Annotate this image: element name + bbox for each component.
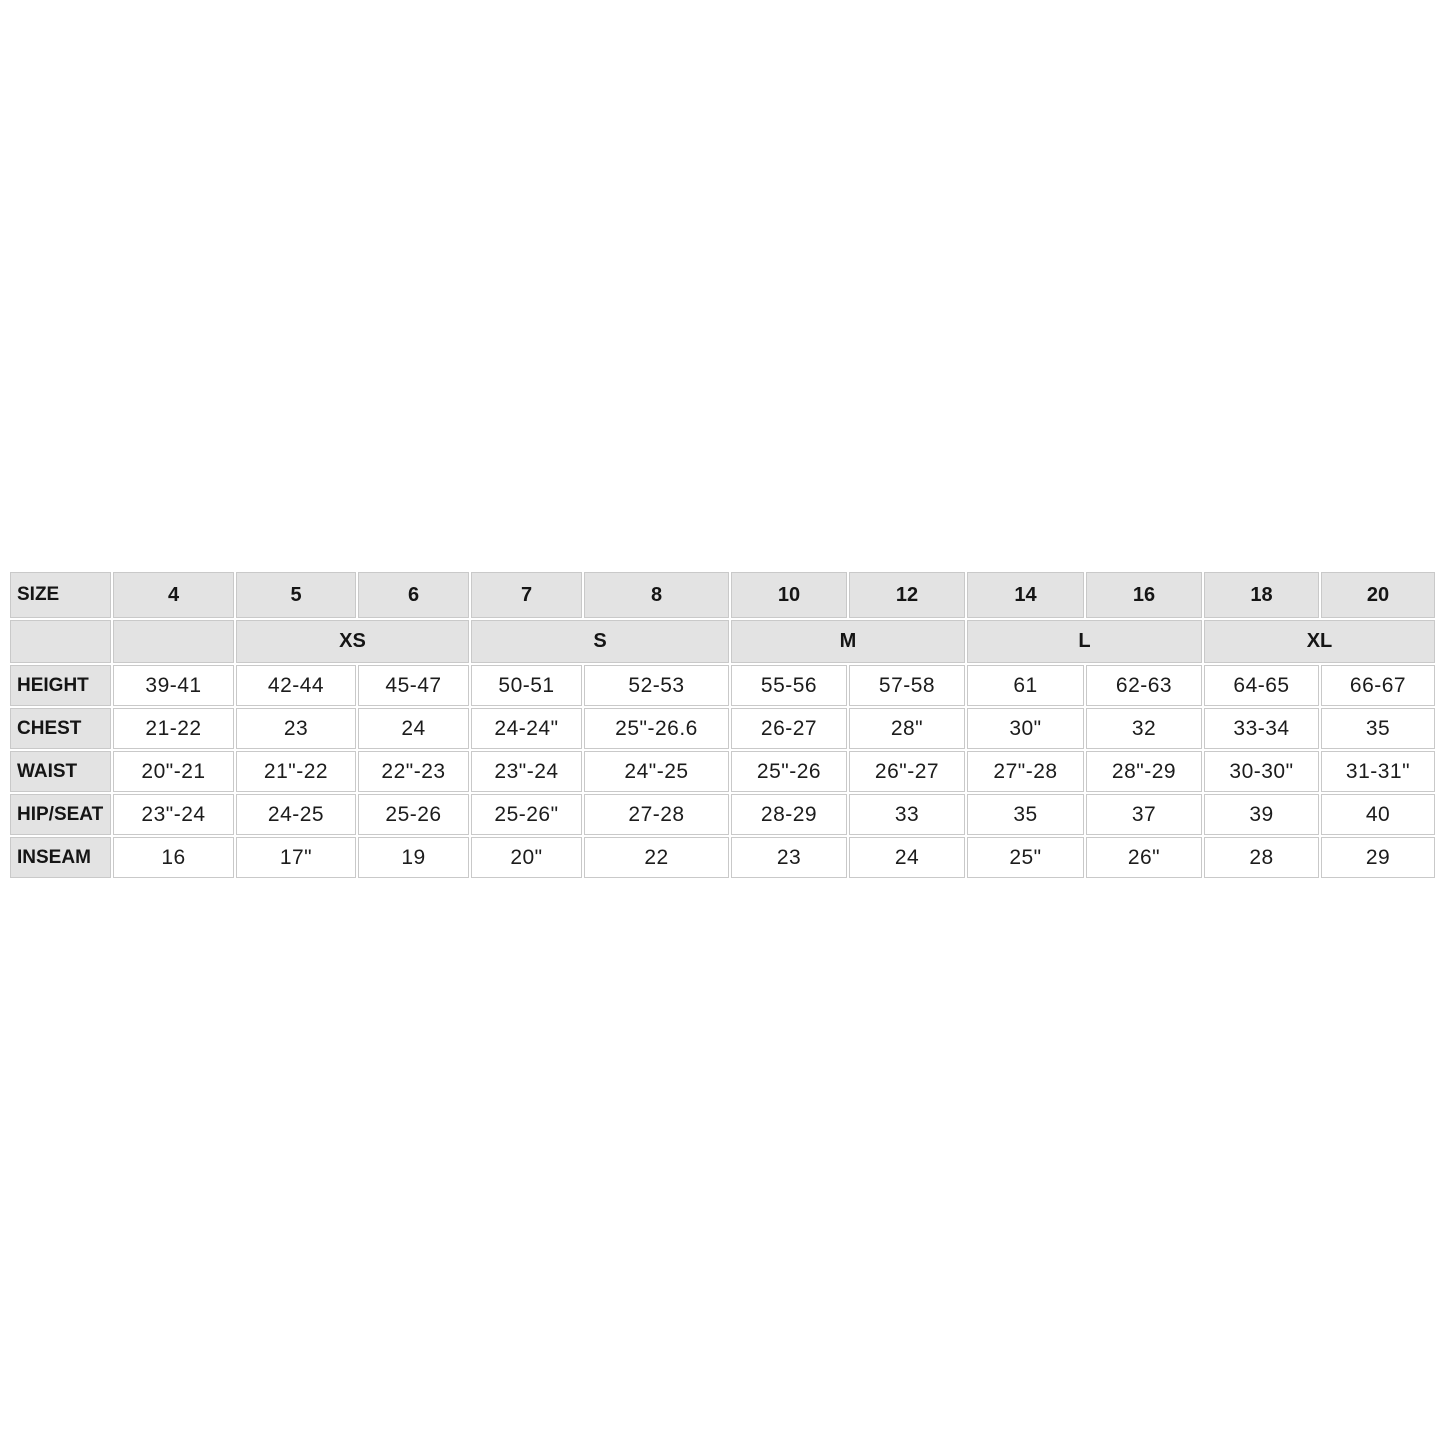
chest-size7-cell: 24-24" [471, 708, 582, 749]
waist-size7-cell: 23"-24 [471, 751, 582, 792]
chest-size10-cell: 26-27 [731, 708, 847, 749]
size-col-header-12: 12 [849, 572, 965, 618]
height-size14-cell: 61 [967, 665, 1084, 706]
hip-size8-cell: 27-28 [584, 794, 729, 835]
inseam-size10-cell: 23 [731, 837, 847, 878]
hip-size12-cell: 33 [849, 794, 965, 835]
chest-size12-cell: 28" [849, 708, 965, 749]
height-size18-cell: 64-65 [1204, 665, 1319, 706]
size-col-header-18: 18 [1204, 572, 1319, 618]
table-row-chest [10, 708, 1435, 749]
height-size20-cell: 66-67 [1321, 665, 1435, 706]
inseam-size18-cell: 28 [1204, 837, 1319, 878]
chest-size20-cell: 35 [1321, 708, 1435, 749]
inseam-size12-cell: 24 [849, 837, 965, 878]
height-size6-cell: 45-47 [358, 665, 469, 706]
height-size7-cell: 50-51 [471, 665, 582, 706]
hip-size20-cell: 40 [1321, 794, 1435, 835]
inseam-size20-cell: 29 [1321, 837, 1435, 878]
row-label-hip-seat: HIP/SEAT [10, 794, 111, 835]
height-size10-cell: 55-56 [731, 665, 847, 706]
inseam-size14-cell: 25" [967, 837, 1084, 878]
size-group-xs: XS [236, 620, 469, 663]
row-label-chest: CHEST [10, 708, 111, 749]
row-label-waist: WAIST [10, 751, 111, 792]
inseam-size16-cell: 26" [1086, 837, 1202, 878]
size-chart-table [8, 570, 1437, 880]
height-size16-cell: 62-63 [1086, 665, 1202, 706]
chest-size5-cell: 23 [236, 708, 356, 749]
group-row-empty-cell-size4 [113, 620, 234, 663]
waist-size14-cell: 27"-28 [967, 751, 1084, 792]
group-row-empty-label-cell [10, 620, 111, 663]
size-group-l: L [967, 620, 1202, 663]
hip-size14-cell: 35 [967, 794, 1084, 835]
hip-size10-cell: 28-29 [731, 794, 847, 835]
size-chart-container [8, 570, 1438, 880]
table-row-height [10, 665, 1435, 706]
size-group-row [10, 620, 1435, 663]
size-col-header-4: 4 [113, 572, 234, 618]
waist-size20-cell: 31-31" [1321, 751, 1435, 792]
waist-size18-cell: 30-30" [1204, 751, 1319, 792]
hip-size18-cell: 39 [1204, 794, 1319, 835]
size-group-s: S [471, 620, 729, 663]
chest-size18-cell: 33-34 [1204, 708, 1319, 749]
size-col-header-20: 20 [1321, 572, 1435, 618]
inseam-size7-cell: 20" [471, 837, 582, 878]
size-group-m: M [731, 620, 965, 663]
size-col-header-10: 10 [731, 572, 847, 618]
chest-size6-cell: 24 [358, 708, 469, 749]
height-size5-cell: 42-44 [236, 665, 356, 706]
hip-size7-cell: 25-26" [471, 794, 582, 835]
size-col-header-14: 14 [967, 572, 1084, 618]
waist-size16-cell: 28"-29 [1086, 751, 1202, 792]
inseam-size6-cell: 19 [358, 837, 469, 878]
size-col-header-7: 7 [471, 572, 582, 618]
size-col-header-8: 8 [584, 572, 729, 618]
height-size4-cell: 39-41 [113, 665, 234, 706]
table-row-waist [10, 751, 1435, 792]
chest-size8-cell: 25"-26.6 [584, 708, 729, 749]
waist-size12-cell: 26"-27 [849, 751, 965, 792]
size-row-label: SIZE [10, 572, 111, 618]
hip-size5-cell: 24-25 [236, 794, 356, 835]
waist-size10-cell: 25"-26 [731, 751, 847, 792]
inseam-size8-cell: 22 [584, 837, 729, 878]
chest-size4-cell: 21-22 [113, 708, 234, 749]
size-col-header-6: 6 [358, 572, 469, 618]
table-row-inseam [10, 837, 1435, 878]
waist-size5-cell: 21"-22 [236, 751, 356, 792]
waist-size8-cell: 24"-25 [584, 751, 729, 792]
hip-size4-cell: 23"-24 [113, 794, 234, 835]
waist-size6-cell: 22"-23 [358, 751, 469, 792]
hip-size16-cell: 37 [1086, 794, 1202, 835]
height-size8-cell: 52-53 [584, 665, 729, 706]
size-header-row [10, 572, 1435, 618]
size-group-xl: XL [1204, 620, 1435, 663]
inseam-size5-cell: 17" [236, 837, 356, 878]
table-row-hip-seat [10, 794, 1435, 835]
chest-size14-cell: 30" [967, 708, 1084, 749]
size-col-header-5: 5 [236, 572, 356, 618]
chest-size16-cell: 32 [1086, 708, 1202, 749]
hip-size6-cell: 25-26 [358, 794, 469, 835]
waist-size4-cell: 20"-21 [113, 751, 234, 792]
size-col-header-16: 16 [1086, 572, 1202, 618]
inseam-size4-cell: 16 [113, 837, 234, 878]
row-label-height: HEIGHT [10, 665, 111, 706]
height-size12-cell: 57-58 [849, 665, 965, 706]
row-label-inseam: INSEAM [10, 837, 111, 878]
